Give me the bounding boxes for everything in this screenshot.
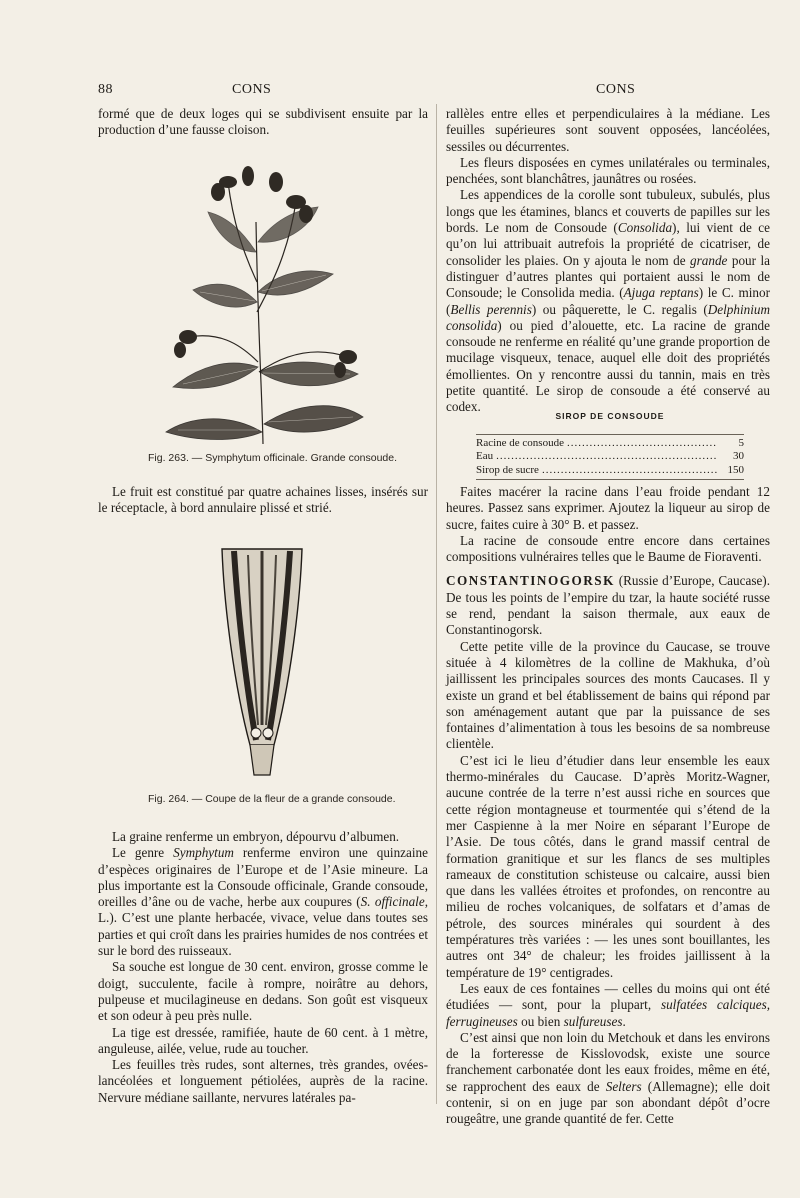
paragraph xyxy=(446,187,770,415)
text-run: ) le C. minor ( xyxy=(446,285,771,317)
text-run: ) ou pied d’alouette, etc. La racine de grande consoude ne renferme en réalité qu’une grande proportion de mucilage visqueux, tenace, auquel elle doit des propriétés émollientes. On y rencontre aussi du tannin, mais en très petite quantité. Le sirop de consoude a été conservé au codex. xyxy=(446,317,770,415)
paragraph xyxy=(446,981,770,1030)
text-run: , L.). C’est une plante herbacée, vivace, velue dans toutes ses parties et qui croît dans les prairies humides de nos contrées et sur le bord des ruisseaux. xyxy=(98,894,428,959)
right-column-top xyxy=(446,106,770,416)
text-run: renferme environ une quinzaine d’espèces originaires de l’Europe et de l’Asie mineure. La plus importante est la Consoude officinale, Grande consoude, oreilles d’âne ou de vache, herbe aux coupures ( xyxy=(98,845,428,910)
text-run: . xyxy=(622,1013,626,1029)
rule xyxy=(476,479,744,480)
comfrey-plant-illustration xyxy=(158,162,368,444)
figure-264-caption: Fig. 264. — Coupe de la fleur de a grande consoude. xyxy=(148,793,396,805)
italic-term: Consolida xyxy=(617,220,673,236)
recipe-title: SIROP DE CONSOUDE xyxy=(555,411,665,421)
left-column-top xyxy=(98,106,428,139)
text-run: (Allemagne); elle doit contenir, si on en juge par son abondant dépôt d’ocre rougeâtre, une grande quantité de fer. Cette xyxy=(446,1078,770,1127)
text-run: C’est ainsi que non loin du Metchouk et dans les environs de la forteresse de Kisslovodsk, existe une source franchement carbonatée dont les eaux froides, même en été, se rapprochent des eaux de xyxy=(446,1029,770,1094)
text-run: Le genre xyxy=(112,845,174,861)
left-column-middle xyxy=(98,484,428,517)
ingredient: Sirop de sucre xyxy=(476,463,539,476)
paragraph: La tige est dressée, ramifiée, haute de 60 cent. à 1 mètre, anguleuse, ailée, velue, rude au toucher. xyxy=(98,1024,428,1056)
recipe-row xyxy=(476,464,744,478)
entry-headword: CONSTANTINOGORSK xyxy=(446,573,615,589)
ingredient: Eau xyxy=(476,450,494,463)
leader-dots xyxy=(496,450,717,464)
quantity: 5 xyxy=(738,436,744,449)
italic-term: Ajuga reptans xyxy=(623,285,699,301)
paragraph: Cette petite ville de la province du Caucase, se trouve située à 4 kilomètres de la colline de Makhuka, d’où jaillissent les principales sources des monts Caucases. Il y existe un grand et bel établissement de bains qui répond par son aménagement autant que par la puissance de ses fontaines d’alimentation à tous les besoins de sa nombreuse clientèle. xyxy=(446,638,770,752)
italic-term: sulfatées calciques, ferrugineuses xyxy=(446,997,771,1029)
figure-263-caption: Fig. 263. — Symphytum officinale. Grande consoude. xyxy=(148,452,398,464)
quantity: 150 xyxy=(727,463,744,476)
paragraph: La racine de consoude entre encore dans certaines compositions vulnéraires telles que le Baume de Fioraventi. xyxy=(446,532,770,565)
right-column-bottom xyxy=(446,484,770,1128)
flower-section-illustration xyxy=(212,545,312,778)
italic-term: grande xyxy=(690,252,728,268)
paragraph: Les fleurs disposées en cymes unilatérales ou terminales, penchées, sont blanchâtres, jaunâtres ou rosées. xyxy=(446,154,770,187)
text-run: ), lui vient de ce qu’on lui attribuait autrefois la propriété de cicatriser, de consolider les plaies. On y ajouta le nom de xyxy=(446,220,770,268)
left-column-bottom xyxy=(98,829,428,1106)
column-divider xyxy=(436,104,437,1104)
text-run: Les appendices de la corolle sont tubuleux, subulés, plus longs que les étamines, blancs et couverts de papilles sur les bords. Le nom de Consoude ( xyxy=(446,187,770,236)
italic-term: sulfureuses xyxy=(563,1013,623,1029)
paragraph: C’est ici le lieu d’étudier dans leur ensemble les eaux thermo-minérales du Caucase. D’après Moritz-Wagner, aucune contrée de la terre n’est aussi riche en sources que cette région montagneuse et tourmentée qui s’étend de la mer Caspienne à la mer Noire en séparant l’Europe de l’Asie. De tous côtés, dans le grand massif central de formation granitique et sur les flancs de ses multiples rameaux de constitution schisteuse ou calcaire, aussi bien que dans les vallées étroites et profondes, on rencontre au milieu de roches volcaniques, de solfatars et d’amas de pétrole, des sources minérales qui sourdent à des températures très variées : — les unes sont bouillantes, les autres ont 34° de chaleur; les froides jaillissent à la température de 19° centigrades. xyxy=(446,752,770,980)
paragraph: Les feuilles très rudes, sont alternes, très grandes, ovées-lancéolées et longuement pétiolées, auprès de la racine. Nervure médiane saillante, nervures latérales pa- xyxy=(98,1057,428,1105)
paragraph: Faites macérer la racine dans l’eau froide pendant 12 heures. Passez sans exprimer. Ajoutez la liqueur au sirop de sucre, faites cuire à 30° B. et passez. xyxy=(446,484,770,532)
paragraph: rallèles entre elles et perpendiculaires à la médiane. Les feuilles supérieures sont souvent opposées, lancéolées, sessiles ou décurrentes. xyxy=(446,106,770,154)
entry-constantinogorsk xyxy=(446,573,770,638)
leader-dots xyxy=(542,464,717,478)
recipe-table xyxy=(476,410,744,482)
quantity: 30 xyxy=(733,450,744,463)
page-number: 88 xyxy=(98,82,113,97)
running-head-right: CONS xyxy=(596,82,636,97)
italic-term: Delphinium consolida xyxy=(446,301,770,333)
leader-dots xyxy=(567,437,717,451)
rule xyxy=(476,434,744,435)
text-run: (Russie d’Europe, Caucase). De tous les points de l’empire du tzar, la haute société russe se rend, pendant la saison thermale, aux eaux de Constantinogorsk. xyxy=(446,573,770,638)
recipe-row xyxy=(476,450,744,464)
paragraph: La graine renferme un embryon, dépourvu d’albumen. xyxy=(112,829,400,844)
paragraph: Le fruit est constitué par quatre achaines lisses, insérés sur le réceptacle, à bord annulaire plissé et strié. xyxy=(98,484,428,516)
paragraph xyxy=(98,845,428,959)
italic-term: Selters xyxy=(605,1078,642,1094)
paragraph xyxy=(446,1030,770,1128)
paragraph: formé que de deux loges qui se subdivisent ensuite par la production d’une fausse cloison. xyxy=(98,106,428,138)
italic-term: S. officinale xyxy=(360,894,425,910)
recipe-row xyxy=(476,437,744,451)
text-run: Les eaux de ces fontaines — celles du moins qui ont été étudiées — sont, pour la plupart, xyxy=(446,980,770,1013)
text-run: ou bien xyxy=(517,1013,564,1029)
running-head-left: CONS xyxy=(232,82,272,97)
text-run: ) ou pâquerette, le C. regalis ( xyxy=(531,301,708,317)
italic-term: Symphytum xyxy=(173,845,234,861)
ingredient: Racine de consoude xyxy=(476,436,564,449)
text-run: pour la distinguer d’autres plantes qui portaient aussi le nom de Consoude; le Consolida media. ( xyxy=(446,252,770,301)
paragraph: Sa souche est longue de 30 cent. environ, grosse comme le doigt, succulente, facile à rompre, noirâtre au dehors, pulpeuse et mucilagineuse en dedans. Son goût est visqueux et son odeur à peu près nulle. xyxy=(98,959,428,1024)
italic-term: Bellis perennis xyxy=(450,301,532,317)
